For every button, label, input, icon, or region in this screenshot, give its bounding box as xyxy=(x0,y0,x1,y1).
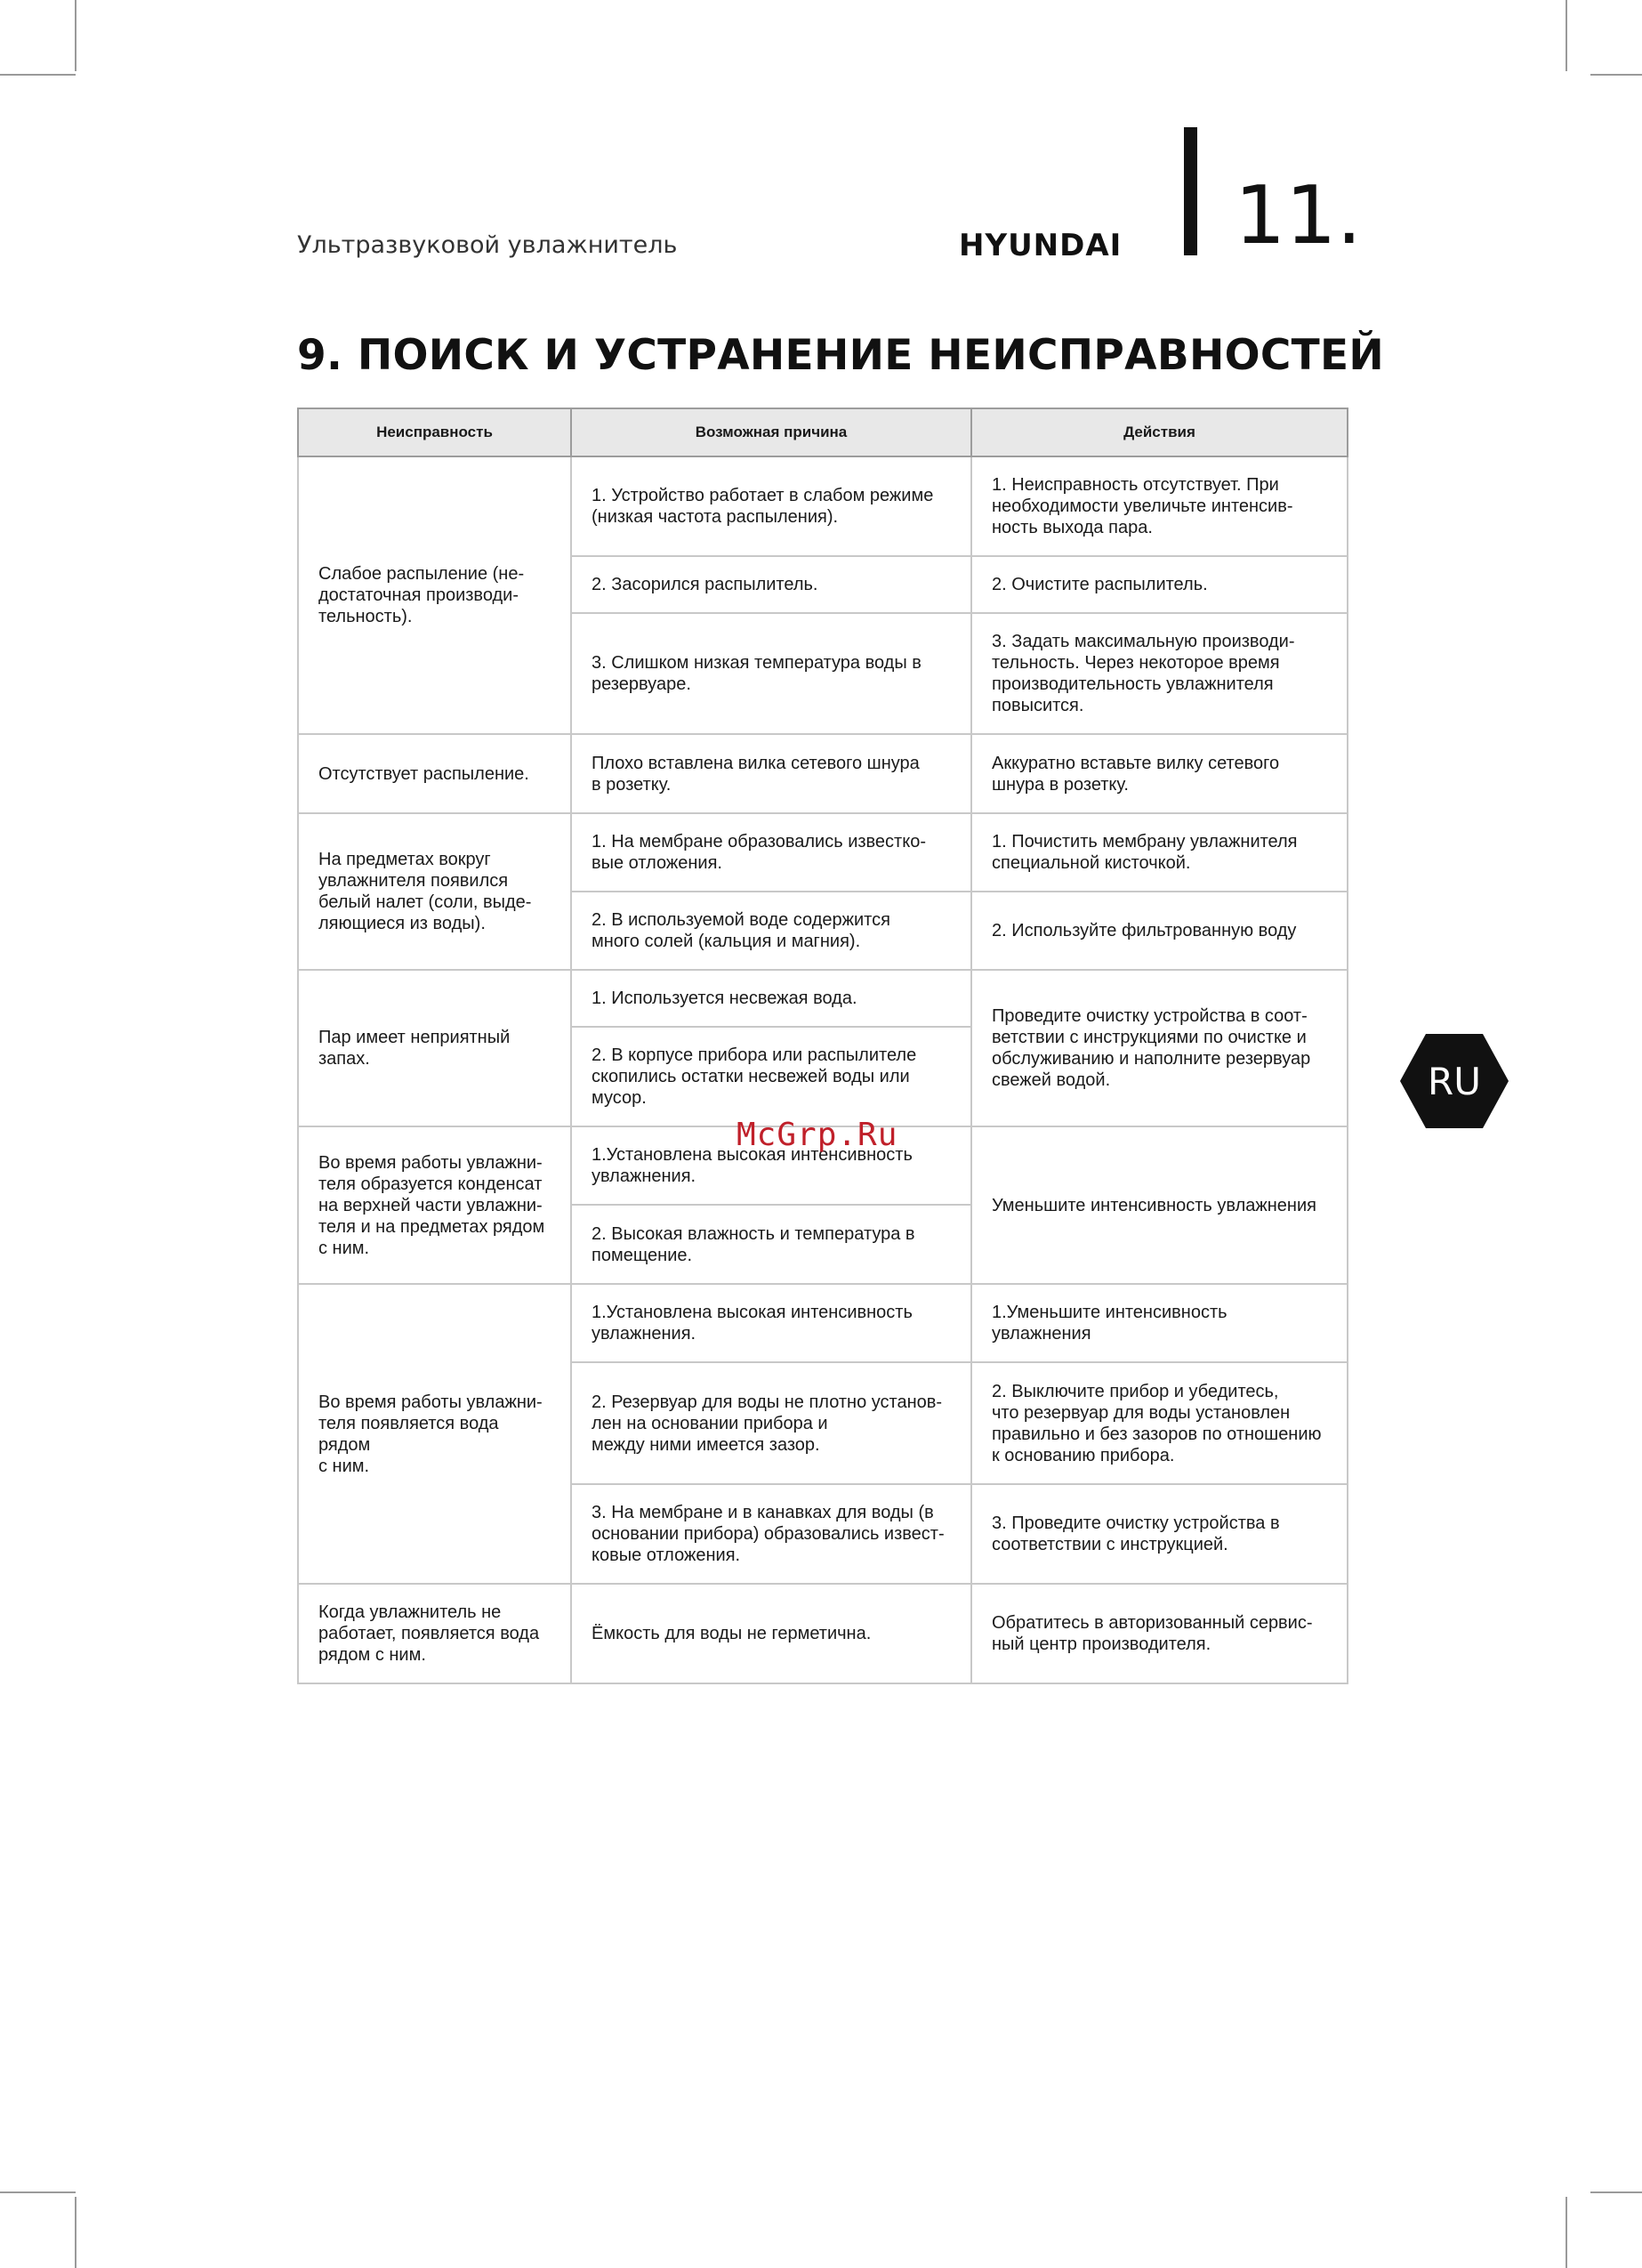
table-header-row xyxy=(298,408,1348,456)
action-cell: 1. Почистить мембрану увлажнителя специальной кисточкой. xyxy=(971,813,1348,892)
table-row xyxy=(298,734,1348,813)
page-number: 11. xyxy=(1235,169,1363,262)
cause-cell: Ёмкость для воды не герметична. xyxy=(571,1584,971,1683)
problem-cell: Во время работы увлажни- теля образуется конденсат на верхней части увлажни- теля и на предметах рядом с ним. xyxy=(298,1126,571,1284)
action-cell: 2. Выключите прибор и убедитесь, что резервуар для воды установлен правильно и без зазоров по отношению к основанию прибора. xyxy=(971,1362,1348,1484)
table-row xyxy=(298,970,1348,1027)
action-cell: 1.Уменьшите интенсивность увлажнения xyxy=(971,1284,1348,1362)
language-label: RU xyxy=(1428,1059,1481,1103)
action-cell: 1. Неисправность отсутствует. При необходимости увеличьте интенсив- ность выхода пара. xyxy=(971,456,1348,556)
table-row xyxy=(298,1584,1348,1683)
troubleshooting-table xyxy=(297,408,1348,1684)
problem-cell: На предметах вокруг увлажнителя появился белый налет (соли, выде- ляющиеся из воды). xyxy=(298,813,571,970)
cause-cell: 1.Установлена высокая интенсивность увлажнения. xyxy=(571,1284,971,1362)
cause-cell: 1.Установлена высокая интенсивность увлажнения. xyxy=(571,1126,971,1205)
column-header-action: Действия xyxy=(971,408,1348,456)
problem-cell: Отсутствует распыление. xyxy=(298,734,571,813)
watermark: McGrp.Ru xyxy=(736,1117,898,1153)
cause-cell: 2. Высокая влажность и температура в помещение. xyxy=(571,1205,971,1284)
document-subtitle: Ультразвуковой увлажнитель xyxy=(297,231,678,259)
crop-mark xyxy=(1566,2197,1567,2268)
problem-cell: Слабое распыление (не- достаточная производи- тельность). xyxy=(298,456,571,734)
brand-logo: HYUNDAI xyxy=(959,228,1123,263)
crop-mark xyxy=(75,2197,76,2268)
crop-mark xyxy=(1590,74,1642,76)
cause-cell: 2. Резервуар для воды не плотно установ- лен на основании прибора и между ними имеется зазор. xyxy=(571,1362,971,1484)
cause-cell: 2. Засорился распылитель. xyxy=(571,556,971,613)
crop-mark xyxy=(0,2191,76,2193)
problem-cell: Во время работы увлажни- теля появляется вода рядом с ним. xyxy=(298,1284,571,1584)
table-row xyxy=(298,813,1348,892)
action-cell: 3. Проведите очистку устройства в соответствии с инструкцией. xyxy=(971,1484,1348,1584)
action-cell: Аккуратно вставьте вилку сетевого шнура в розетку. xyxy=(971,734,1348,813)
crop-mark xyxy=(0,74,76,76)
cause-cell: 2. В используемой воде содержится много солей (кальция и магния). xyxy=(571,892,971,970)
action-cell: Обратитесь в авторизованный сервис- ный центр производителя. xyxy=(971,1584,1348,1683)
cause-cell: Плохо вставлена вилка сетевого шнура в розетку. xyxy=(571,734,971,813)
table-row xyxy=(298,1284,1348,1362)
crop-mark xyxy=(1566,0,1567,71)
cause-cell: 1. Устройство работает в слабом режиме (низкая частота распыления). xyxy=(571,456,971,556)
action-cell: Проведите очистку устройства в соот- ветствии с инструкциями по очистке и обслуживанию и наполните резервуар свежей водой. xyxy=(971,970,1348,1126)
action-cell: 2. Очистите распылитель. xyxy=(971,556,1348,613)
crop-mark xyxy=(75,0,76,71)
page-number-bar xyxy=(1184,127,1197,255)
language-badge xyxy=(1398,1032,1510,1130)
section-title: 9. ПОИСК И УСТРАНЕНИЕ НЕИСПРАВНОСТЕЙ xyxy=(297,331,1385,380)
action-cell: Уменьшите интенсивность увлажнения xyxy=(971,1126,1348,1284)
cause-cell: 2. В корпусе прибора или распылителе скопились остатки несвежей воды или мусор. xyxy=(571,1027,971,1126)
cause-cell: 1. Используется несвежая вода. xyxy=(571,970,971,1027)
cause-cell: 1. На мембране образовались известко- вые отложения. xyxy=(571,813,971,892)
action-cell: 3. Задать максимальную производи- тельность. Через некоторое время производительность увлажнителя повысится. xyxy=(971,613,1348,734)
action-cell: 2. Используйте фильтрованную воду xyxy=(971,892,1348,970)
column-header-cause: Возможная причина xyxy=(571,408,971,456)
problem-cell: Когда увлажнитель не работает, появляется вода рядом с ним. xyxy=(298,1584,571,1683)
table-row xyxy=(298,456,1348,556)
column-header-problem: Неисправность xyxy=(298,408,571,456)
problem-cell: Пар имеет неприятный запах. xyxy=(298,970,571,1126)
crop-mark xyxy=(1590,2191,1642,2193)
cause-cell: 3. Слишком низкая температура воды в резервуаре. xyxy=(571,613,971,734)
cause-cell: 3. На мембране и в канавках для воды (в основании прибора) образовались извест- ковые отложения. xyxy=(571,1484,971,1584)
